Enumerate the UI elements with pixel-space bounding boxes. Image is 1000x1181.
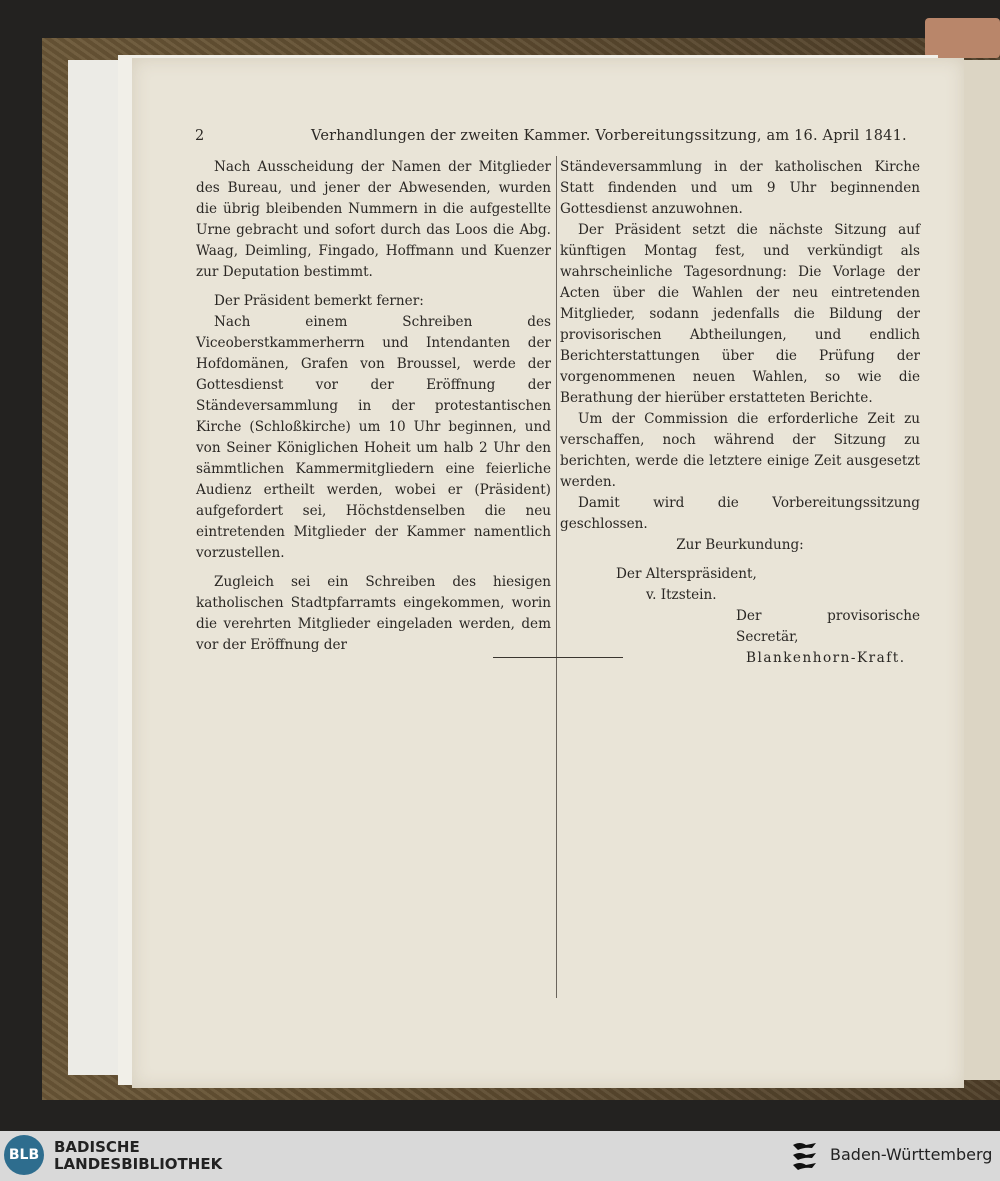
paragraph: Ständeversammlung in der katholischen Kirche Statt findenden und um 9 Uhr beginnenden Gottesdienst anzuwohnen. [560,159,920,217]
paragraph: Damit wird die Vorbereitungssitzung geschlossen. [560,495,920,532]
page-number: 2 [195,128,205,144]
blb-line2: LANDESBIBLIOTHEK [54,1155,223,1173]
blb-logo-icon[interactable]: BLB [4,1135,44,1175]
running-title: Verhandlungen der zweiten Kammer. Vorbereitungssitzung, am 16. April 1841. [311,128,907,144]
paragraph: Um der Commission die erforderliche Zeit zu verschaffen, noch während der Sitzung zu berichten, werde die letztere einige Zeit ausgesetzt werden. [560,411,920,490]
footer-bar [0,1131,1000,1181]
blb-wordmark[interactable] [54,1139,222,1173]
president-title: Der Alterspräsident, [616,566,757,582]
paragraph: Der Präsident bemerkt ferner: [214,293,424,309]
president-name: v. Itzstein. [646,587,717,603]
book-spine-top [925,18,1000,58]
lions-coat-of-arms-icon [790,1139,820,1173]
paragraph: Zugleich sei ein Schreiben des hiesigen katholischen Stadtpfarramts eingekommen, worin die verehrten Mitglieder eingeladen werden, dem vor der Eröffnung der [196,574,551,653]
closing-rule [493,657,623,658]
paragraph: Nach einem Schreiben des Viceoberstkammerherrn und Intendanten der Hofdomänen, Grafen von Broussel, werde der Gottesdienst vor der Eröffnung der Ständeversammlung in der protestantischen Kirche (Schloßkirche) um 10 Uhr beginnen, und von Seiner Königlichen Hoheit um halb 2 Uhr den sämmtlichen Kammermitgliedern eine feierliche Audienz ertheilt werden, wobei er (Präsident) aufgefordert sei, Höchstdenselben die neu eintretenden Mitglieder der Kammer namentlich vorzustellen. [196,314,551,561]
paragraph: Der Präsident setzt die nächste Sitzung auf künftigen Montag fest, und verkündigt als wahrscheinliche Tagesordnung: Die Vorlage der Acten über die Wahlen der neu eintretenden Mitglieder, sodann jedenfalls die Bildung der provisorischen Abtheilungen, und endlich Berichterstattungen über die Prüfung der vorgenommenen neuen Wahlen, so wie die Berathung der hierüber erstatteten Berichte. [560,222,920,406]
secretary-title: Der provisorische Secretär, [736,608,920,645]
secretary-name: Blankenhorn-Kraft. [746,650,906,666]
page-edge [962,60,1000,1080]
column-divider [556,156,557,998]
paragraph: Nach Ausscheidung der Namen der Mitglieder des Bureau, und jener der Abwesenden, wurden die übrig bleibenden Nummern in die aufgestellte Urne gebracht und sofort durch das Loos die Abg. Waag, Deimling, Fingado, Hoffmann und Kuenzer zur Deputation bestimmt. [196,159,551,280]
left-column [196,157,551,656]
baden-wuerttemberg-label[interactable]: Baden-Württemberg [830,1145,993,1164]
attestation-heading: Zur Beurkundung: [676,537,804,553]
blb-line1: BADISCHE [54,1138,140,1156]
right-column [560,157,920,669]
